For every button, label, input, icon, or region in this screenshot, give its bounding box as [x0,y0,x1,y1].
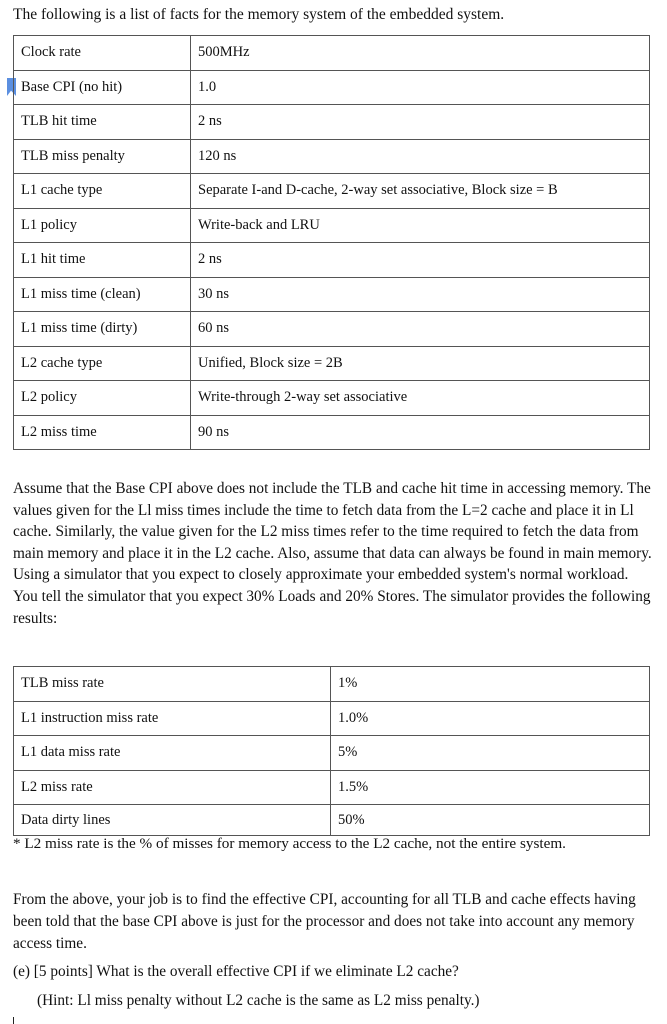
fact-key: Clock rate [14,36,191,71]
assumptions-paragraph: Assume that the Base CPI above does not include the TLB and cache hit time in accessing memory. The values given for the Ll miss times include the time to fetch data from the L=2 cache and place it in Ll cache. Similarly, the value given for the L2 miss times refer to the time required to fetch the data from main memory and place it in the L2 cache. Also, assume that data can always be found in main memory. Using a simulator that you expect to closely approximate your embedded system's normal workload. You tell the simulator that you expect 30% Loads and 20% Stores. The simulator provides the following results: [13,480,652,627]
fact-key: L1 miss time (clean) [14,277,191,312]
result-key: L1 data miss rate [14,736,331,771]
fact-key: L1 cache type [14,174,191,209]
fact-key: L2 policy [14,381,191,416]
fact-value: Write-back and LRU [191,208,650,243]
table-row [14,667,650,702]
table-row [14,70,650,105]
table-row [14,312,650,347]
table-row [14,805,650,836]
table-row [14,139,650,174]
result-value: 1.5% [331,770,650,805]
result-value: 5% [331,736,650,771]
fact-value: 1.0 [191,70,650,105]
fact-value: Separate I-and D-cache, 2-way set associative, Block size = B [191,174,650,209]
table-row [14,36,650,71]
table-row [14,770,650,805]
fact-value: Unified, Block size = 2B [191,346,650,381]
fact-key: L2 miss time [14,415,191,450]
simulator-results-table [13,666,650,836]
hint-text: (Hint: Ll miss penalty without L2 cache is the same as L2 miss penalty.) [37,992,480,1009]
fact-value: 60 ns [191,312,650,347]
table-row [14,243,650,278]
intro-text: The following is a list of facts for the memory system of the embedded system. [13,6,505,23]
fact-key: L1 miss time (dirty) [14,312,191,347]
fact-key: TLB hit time [14,105,191,140]
fact-value: 90 ns [191,415,650,450]
question-e: (e) [5 points] What is the overall effective CPI if we eliminate L2 cache? [13,963,459,980]
fact-value: 500MHz [191,36,650,71]
table-row [14,208,650,243]
table-row [14,415,650,450]
result-key: Data dirty lines [14,805,331,836]
result-value: 1% [331,667,650,702]
table-row [14,277,650,312]
table-row [14,736,650,771]
footnote: * L2 miss rate is the % of misses for memory access to the L2 cache, not the entire system. [13,835,566,852]
fact-key: L1 policy [14,208,191,243]
result-key: L1 instruction miss rate [14,701,331,736]
fact-value: Write-through 2-way set associative [191,381,650,416]
table-row [14,701,650,736]
fact-key: TLB miss penalty [14,139,191,174]
fact-value: 30 ns [191,277,650,312]
text-cursor [13,1017,14,1024]
fact-value: 120 ns [191,139,650,174]
table-row [14,346,650,381]
fact-value: 2 ns [191,243,650,278]
memory-facts-table [13,35,650,450]
fact-key: L1 hit time [14,243,191,278]
result-key: TLB miss rate [14,667,331,702]
table-row [14,105,650,140]
task-paragraph: From the above, your job is to find the effective CPI, accounting for all TLB and cache effects having been told that the base CPI above is just for the processor and does not take into account any memory access time. [13,891,636,952]
fact-key: Base CPI (no hit) [14,70,191,105]
result-value: 50% [331,805,650,836]
fact-key: L2 cache type [14,346,191,381]
result-key: L2 miss rate [14,770,331,805]
table-row [14,174,650,209]
table-row [14,381,650,416]
fact-value: 2 ns [191,105,650,140]
result-value: 1.0% [331,701,650,736]
